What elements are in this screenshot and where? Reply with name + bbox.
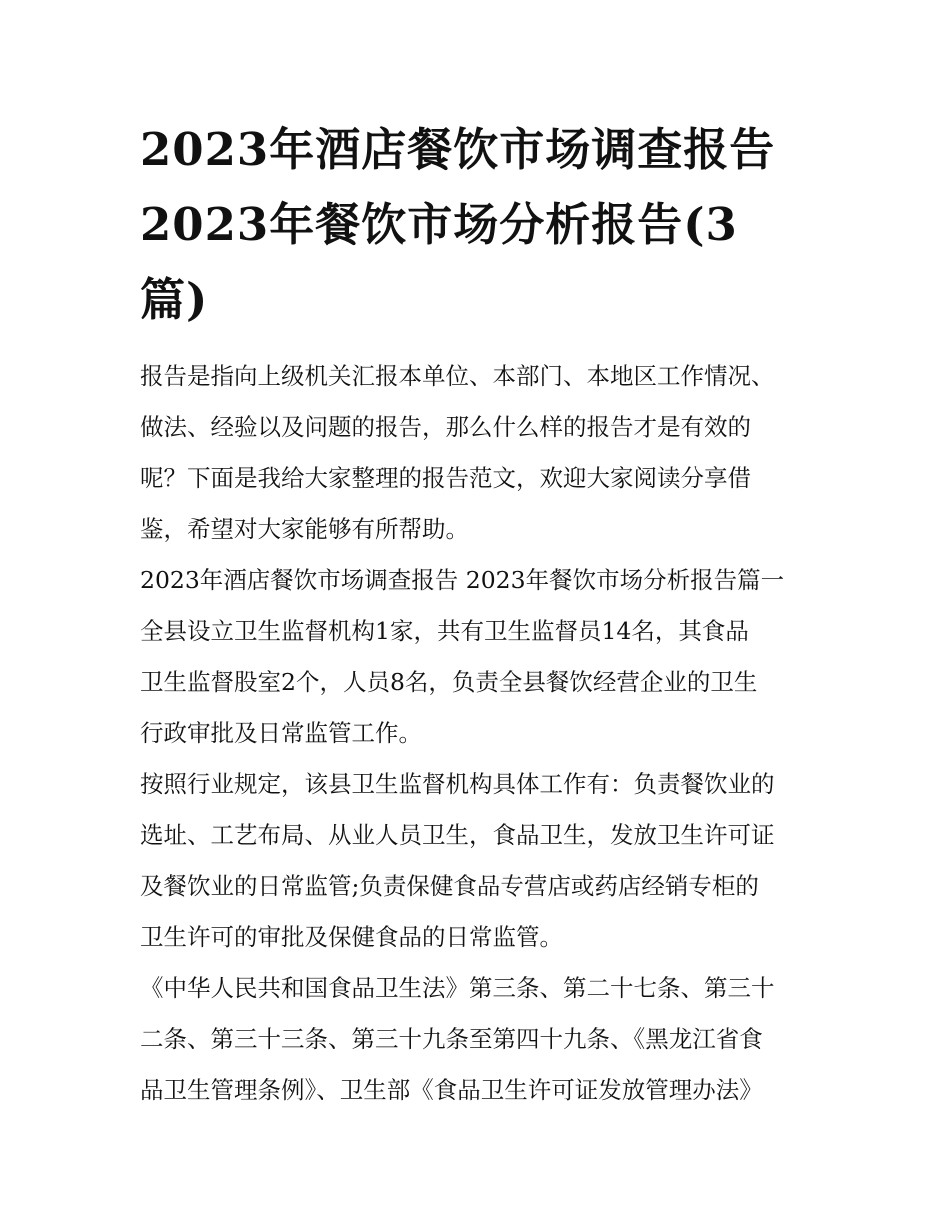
title-line: 篇) [140, 273, 209, 326]
document-page [140, 112, 812, 1116]
title-line: 2023年餐饮市场分析报告(3 [140, 198, 738, 251]
text-line: 卫生许可的审批及保健食品的日常监管。 [140, 923, 563, 951]
text-line: 二条、第三十三条、第三十九条至第四十九条、《黑龙江省食 [140, 1025, 763, 1053]
text-line: 2023年酒店餐饮市场调查报告 2023年餐饮市场分析报告篇一 [140, 566, 785, 594]
text-line: 报告是指向上级机关汇报本单位、本部门、本地区工作情况、 [140, 362, 775, 390]
text-line: 按照行业规定，该县卫生监督机构具体工作有：负责餐饮业的 [140, 770, 775, 798]
text-line: 全县设立卫生监督机构1家，共有卫生监督员14名，其食品 [140, 617, 749, 645]
body-paragraph [140, 963, 812, 1116]
text-line: 鉴，希望对大家能够有所帮助。 [140, 515, 469, 543]
body-paragraph [140, 759, 812, 963]
text-line: 《中华人民共和国食品卫生法》第三条、第二十七条、第三十 [140, 974, 775, 1002]
text-line: 呢？下面是我给大家整理的报告范文，欢迎大家阅读分享借 [140, 464, 751, 492]
text-line: 做法、经验以及问题的报告，那么什么样的报告才是有效的 [140, 413, 751, 441]
title-line: 2023年酒店餐饮市场调查报告 [140, 123, 776, 176]
text-line: 选址、工艺布局、从业人员卫生，食品卫生，发放卫生许可证 [140, 821, 775, 849]
body-paragraph [140, 606, 812, 759]
section-heading [140, 555, 812, 606]
text-line: 卫生监督股室2个，人员8名，负责全县餐饮经营企业的卫生 [140, 668, 758, 696]
text-line: 品卫生管理条例》、卫生部《食品卫生许可证发放管理办法》 [140, 1076, 763, 1104]
document-title [140, 112, 812, 337]
document-body [140, 351, 812, 1116]
text-line: 及餐饮业的日常监管;负责保健食品专营店或药店经销专柜的 [140, 872, 759, 900]
intro-paragraph [140, 351, 812, 555]
text-line: 行政审批及日常监管工作。 [140, 719, 422, 747]
